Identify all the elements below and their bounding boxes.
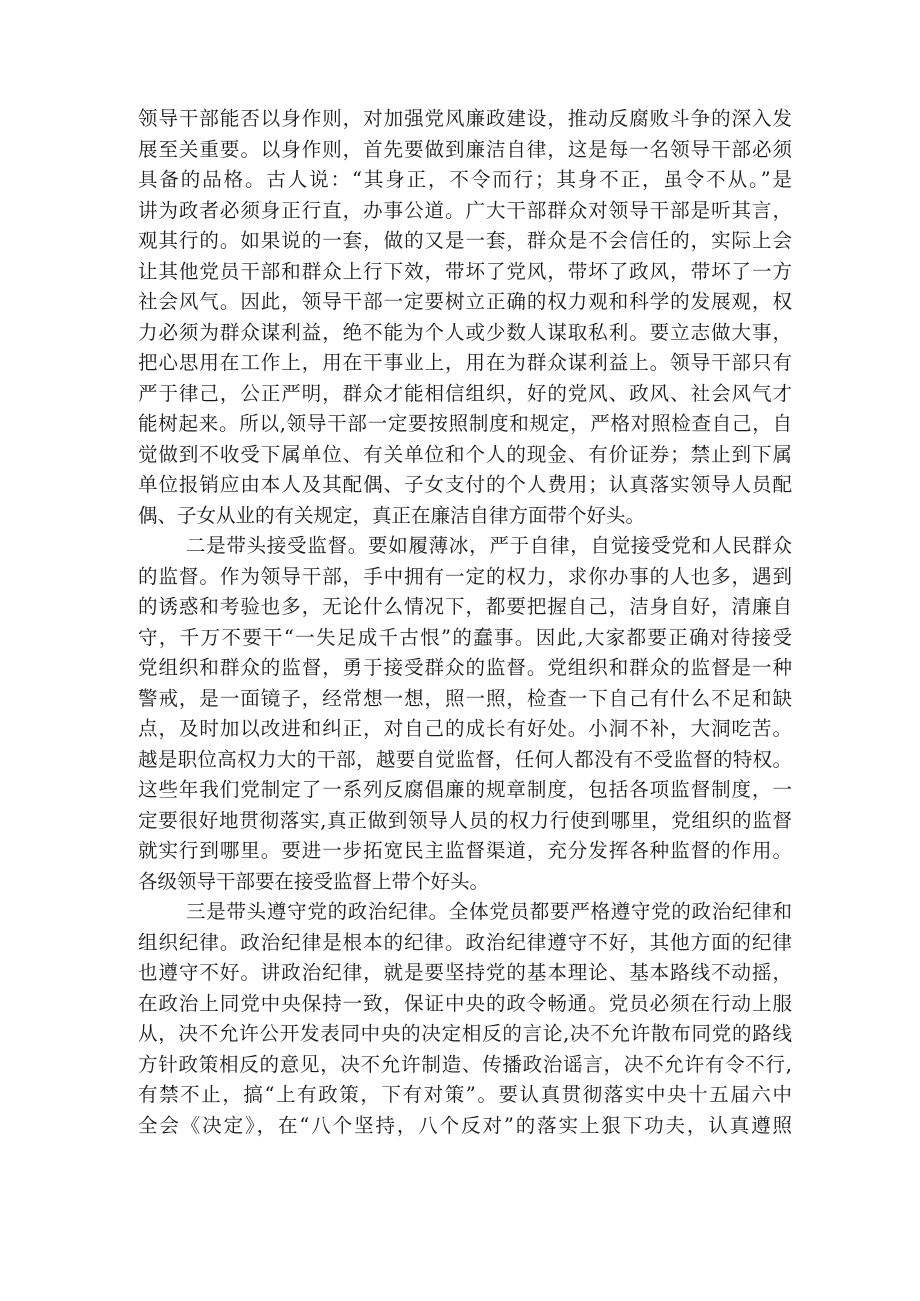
text-line: 各级领导干部要在接受监督上带个好头。 [138,869,490,893]
paragraph-self-discipline [138,104,792,531]
text-line: 定要很好地贯彻落实,真正做到领导人员的权力行使到哪里，党组织的监督 [138,808,792,832]
text-line: 的诱惑和考验也多，无论什么情况下，都要把握自己，洁身自好，清廉自 [138,595,792,618]
text-line: 力必须为群众谋利益，绝不能为个人或少数人谋取私利。要立志做大事， [138,320,792,344]
text-line: 展至关重要。以身作则，首先要做到廉洁自律，这是每一名领导干部必须 [138,137,792,161]
text-line: 具备的品格。古人说：“其身正，不令而行；其身不正，虽令不从。”是 [138,168,792,191]
paragraph-accept-supervision [138,531,792,897]
text-line: 把心思用在工作上，用在干事业上，用在为群众谋利益上。领导干部只有 [138,351,792,374]
document-page [138,104,792,1141]
text-line: 越是职位高权力大的干部，越要自觉监督，任何人都没有不受监督的特权。 [138,747,792,771]
text-line: 社会风气。因此，领导干部一定要树立正确的权力观和科学的发展观，权 [138,290,792,313]
text-line: 党组织和群众的监督，勇于接受群众的监督。党组织和群众的监督是一种 [138,656,792,679]
text-line: 点，及时加以改进和纠正，对自己的成长有好处。小洞不补，大洞吃苦。 [138,717,792,740]
text-line: 二是带头接受监督。要如履薄冰，严于自律，自觉接受党和人民群众 [186,534,792,557]
paragraph-political-discipline [138,897,792,1141]
text-line: 的监督。作为领导干部，手中拥有一定的权力，求你办事的人也多，遇到 [138,564,792,588]
text-line: 从，决不允许公开发表同中央的决定相反的言论,决不允许散布同党的路线 [138,1022,792,1045]
text-line: 就实行到哪里。要进一步拓宽民主监督渠道，充分发挥各种监督的作用。 [138,839,792,862]
text-line: 三是带头遵守党的政治纪律。全体党员都要严格遵守党的政治纪律和 [186,900,792,923]
text-line: 有禁不止，搞“上有政策，下有对策”。要认真贯彻落实中央十五届六中 [138,1083,792,1106]
text-line: 警戒，是一面镜子，经常想一想，照一照，检查一下自己有什么不足和缺 [138,686,792,710]
text-line: 让其他党员干部和群众上行下效，带坏了党风，带坏了政风，带坏了一方 [138,259,792,283]
text-line: 全会《决定》，在“八个坚持，八个反对”的落实上狠下功夫，认真遵照 [138,1113,792,1137]
text-line: 方针政策相反的意见，决不允许制造、传播政治谣言，决不允许有令不行, [138,1052,792,1076]
text-line: 组织纪律。政治纪律是根本的纪律。政治纪律遵守不好，其他方面的纪律 [138,930,792,954]
text-line: 能树起来。所以,领导干部一定要按照制度和规定，严格对照检查自己，自 [138,412,792,435]
text-line: 觉做到不收受下属单位、有关单位和个人的现金、有价证券；禁止到下属 [138,442,792,466]
text-line: 严于律己，公正严明，群众才能相信组织，好的党风、政风、社会风气才 [138,381,792,405]
text-line: 领导干部能否以身作则，对加强党风廉政建设，推动反腐败斗争的深入发 [138,107,792,130]
text-line: 观其行的。如果说的一套，做的又是一套，群众是不会信任的，实际上会 [138,229,792,252]
text-line: 讲为政者必须身正行直，办事公道。广大干部群众对领导干部是听其言， [138,198,792,222]
text-line: 偶、子女从业的有关规定，真正在廉洁自律方面带个好头。 [138,503,646,527]
text-line: 在政治上同党中央保持一致，保证中央的政令畅通。党员必须在行动上服 [138,991,792,1015]
text-line: 这些年我们党制定了一系列反腐倡廉的规章制度，包括各项监督制度，一 [138,778,792,801]
text-line: 单位报销应由本人及其配偶、子女支付的个人费用；认真落实领导人员配 [138,473,792,496]
text-line: 守，千万不要干“一失足成千古恨”的蠢事。因此,大家都要正确对待接受 [138,625,792,649]
text-line: 也遵守不好。讲政治纪律，就是要坚持党的基本理论、基本路线不动摇， [138,961,792,984]
